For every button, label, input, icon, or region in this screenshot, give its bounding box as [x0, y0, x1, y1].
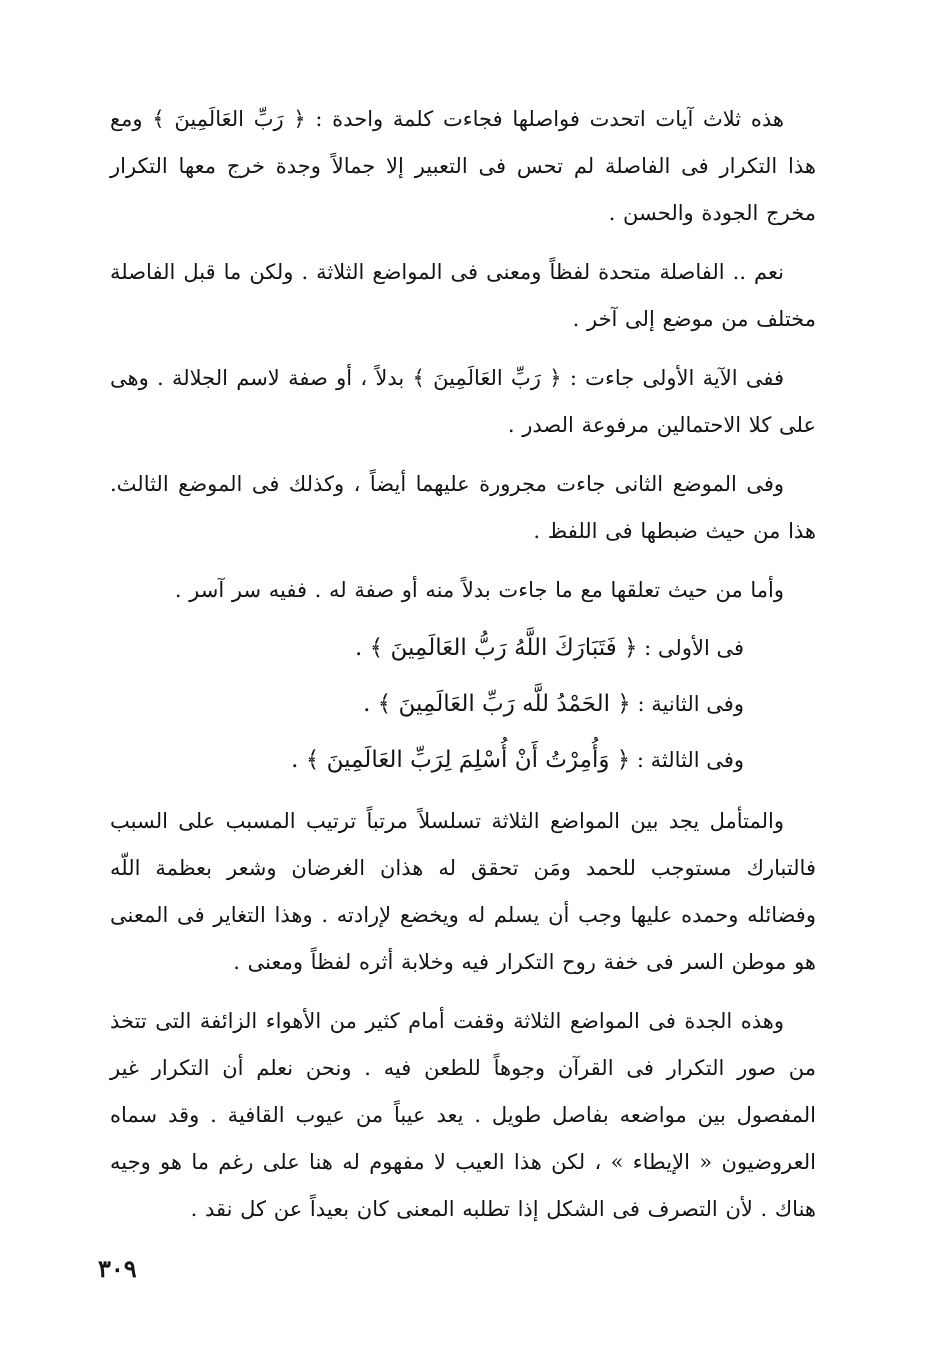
verse-text: ﴿ فَتَبَارَكَ اللَّهُ رَبُّ العَالَمِينَ ﴾ .: [355, 635, 638, 661]
paragraph-6: والمتأمل يجد بين المواضع الثلاثة تسلسلاً مرتباً ترتيب المسبب على السبب فالتبارك مستوجب للحمد ومَن تحقق له هذان الغرضان وشعر بعظمة اللّه وفضائله وحمده عليها وجب أن يسلم له ويخضع لإرادته . وهذا التغاير فى المعنى هو موطن السر فى خفة روح التكرار فيه وخلابة أثره لفظاً ومعنى .: [110, 809, 816, 974]
paragraph-5: وأما من حيث تعلقها مع ما جاءت بدلاً منه أو صفة له . ففيه سر آسر .: [174, 578, 784, 602]
verse-line-2: [110, 676, 816, 732]
paragraph-2: نعم .. الفاصلة متحدة لفظاً ومعنى فى المواضع الثلاثة . ولكن ما قبل الفاصلة مختلف من موضع إلى آخر .: [110, 260, 816, 331]
paragraph-1: هذه ثلاث آيات اتحدت فواصلها فجاءت كلمة واحدة : ﴿ رَبِّ العَالَمِينَ ﴾ ومع هذا التكرار فى الفاصلة لم تحس فى التعبير إلا جمالاً وجدة خرج معها التكرار مخرج الجودة والحسن .: [110, 107, 816, 225]
verse-prefix: وفى الثالثة :: [636, 748, 744, 772]
verse-line-3: [110, 732, 816, 788]
verse-prefix: وفى الثانية :: [637, 692, 744, 716]
paragraph-4: وفى الموضع الثانى جاءت مجرورة عليهما أيضاً ، وكذلك فى الموضع الثالث. هذا من حيث ضبطها فى اللفظ .: [110, 472, 816, 543]
verse-prefix: فى الأولى :: [644, 636, 744, 660]
paragraph-3: ففى الآية الأولى جاءت : ﴿ رَبِّ العَالَمِينَ ﴾ بدلاً ، أو صفة لاسم الجلالة . وهى على كلا الاحتمالين مرفوعة الصدر .: [110, 366, 816, 437]
verse-text: ﴿ الحَمْدُ للَّه رَبِّ العَالَمِينَ ﴾ .: [363, 691, 631, 717]
page-number: ٣٠٩: [98, 1254, 137, 1283]
body-text: [110, 96, 816, 1245]
verse-line-1: [110, 620, 816, 676]
verse-text: ﴿ وَأُمِرْتُ أَنْ أُسْلِمَ لِرَبِّ العَالَمِينَ ﴾ .: [291, 747, 631, 773]
paragraph-7: وهذه الجدة فى المواضع الثلاثة وقفت أمام كثير من الأهواء الزائفة التى تتخذ من صور التكرار فى القرآن وجوهاً للطعن فيه . ونحن نعلم أن التكرار غير المفصول بين مواضعه بفاصل طويل . يعد عيباً من عيوب القافية . وقد سماه العروضيون « الإيطاء » ، لكن هذا العيب لا مفهوم له هنا على رغم ما هو وجيه هناك . لأن التصرف فى الشكل إذا تطلبه المعنى كان بعيداً عن كل نقد .: [110, 1009, 816, 1221]
